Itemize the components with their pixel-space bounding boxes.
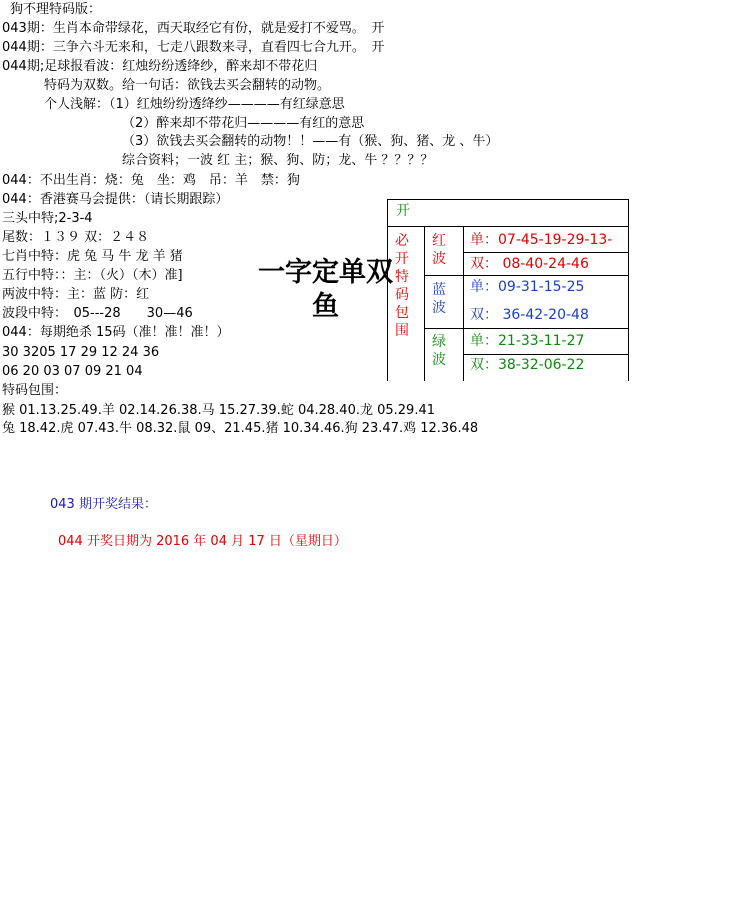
line-numbers-1: 30 3205 17 29 12 24 36	[2, 345, 160, 360]
box-divider-red-blue	[424, 275, 628, 276]
big-text-line-1: 一字定单双	[258, 257, 393, 288]
green-wave-label: 绿 波	[432, 334, 446, 368]
line-personal-2: （2）醉来却不带花归————有红的意思	[122, 116, 365, 131]
line-numbers-2: 06 20 03 07 09 21 04	[2, 364, 143, 379]
line-044-a: 044期：三争六斗无来和，七走八跟数来寻，直看四七合九开。 开	[2, 40, 385, 55]
draw-date: 044 开奖日期为 2016 年 04 月 17 日（星期日）	[58, 534, 347, 549]
big-text-line-2: 鱼	[312, 291, 339, 322]
result-heading: 043 期开奖结果：	[50, 497, 157, 512]
line-personal: 个人浅解：（1）红烛纷纷透绛纱————有红绿意思	[44, 97, 345, 112]
line-personal-3: （3）欲钱去买会翻转的动物！！——有（猴、狗、猪、龙 、牛）	[122, 134, 499, 149]
line-three-head: 三头中特;2-3-4	[2, 211, 93, 226]
red-double-numbers: 双： 08-40-24-46	[470, 256, 589, 272]
green-single-numbers: 单：21-33-11-27	[470, 333, 585, 349]
line-special: 特码为双数。给一句话：欲钱去买会翻转的动物。	[44, 78, 331, 93]
line-wave-segment: 波段中特： 05---28 30—46	[2, 306, 193, 321]
red-wave-label: 红 波	[432, 233, 446, 267]
red-single-numbers: 单：07-45-19-29-13-	[470, 232, 613, 248]
blue-single-numbers: 单：09-31-15-25	[470, 279, 585, 295]
line-five-elements: 五行中特：：主：（火）（木）准]	[2, 268, 183, 283]
box-open-label: 开	[396, 203, 410, 219]
box-divider-blue-green	[424, 328, 628, 329]
line-bao-1: 猴 01.13.25.49.羊 02.14.26.38.马 15.27.39.蛇 04.28.40.龙 05.29.41	[2, 403, 435, 418]
blue-wave-label: 蓝 波	[432, 282, 446, 316]
line-zodiac: 044：不出生肖：烧：兔 坐：鸡 吊：羊 禁：狗	[2, 173, 300, 188]
line-043: 043期：生肖本命带绿花，西天取经它有份，就是爱打不爱骂。 开	[2, 21, 385, 36]
doc-title: 狗不理特码版：	[10, 2, 102, 17]
box-divider-green-inner	[463, 354, 628, 355]
box-divider-red-inner	[463, 252, 628, 253]
line-seven-zodiac: 七肖中特：虎 兔 马 牛 龙 羊 猪	[2, 249, 183, 264]
line-summary: 综合资料；一波 红 主；猴、狗、防；龙、牛 ？？？？	[122, 153, 434, 168]
box-left-vertical: 必 开 特 码 包 围	[395, 233, 409, 339]
blue-double-numbers: 双： 36-42-20-48	[470, 307, 589, 323]
wave-box	[387, 199, 629, 381]
line-two-wave: 两波中特：主：蓝 防：红	[2, 287, 150, 302]
line-bao-2: 兔 18.42.虎 07.43.牛 08.32.鼠 09、21.45.猪 10.34.46.狗 23.47.鸡 12.36.48	[2, 421, 479, 436]
line-044-b: 044期;足球报看波：红烛纷纷透绛纱，醉来却不带花归	[2, 59, 318, 74]
box-col-line-2	[463, 226, 464, 381]
box-col-line-1	[424, 226, 425, 381]
line-bao: 特码包围：	[2, 383, 68, 398]
line-kill: 044：每期绝杀 15码（准！准！准！）	[2, 325, 230, 340]
line-tail: 尾数：１３９ 双：２４８	[2, 230, 150, 245]
green-double-numbers: 双：38-32-06-22	[470, 357, 585, 373]
line-hk: 044：香港赛马会提供：（请长期跟踪）	[2, 192, 229, 207]
